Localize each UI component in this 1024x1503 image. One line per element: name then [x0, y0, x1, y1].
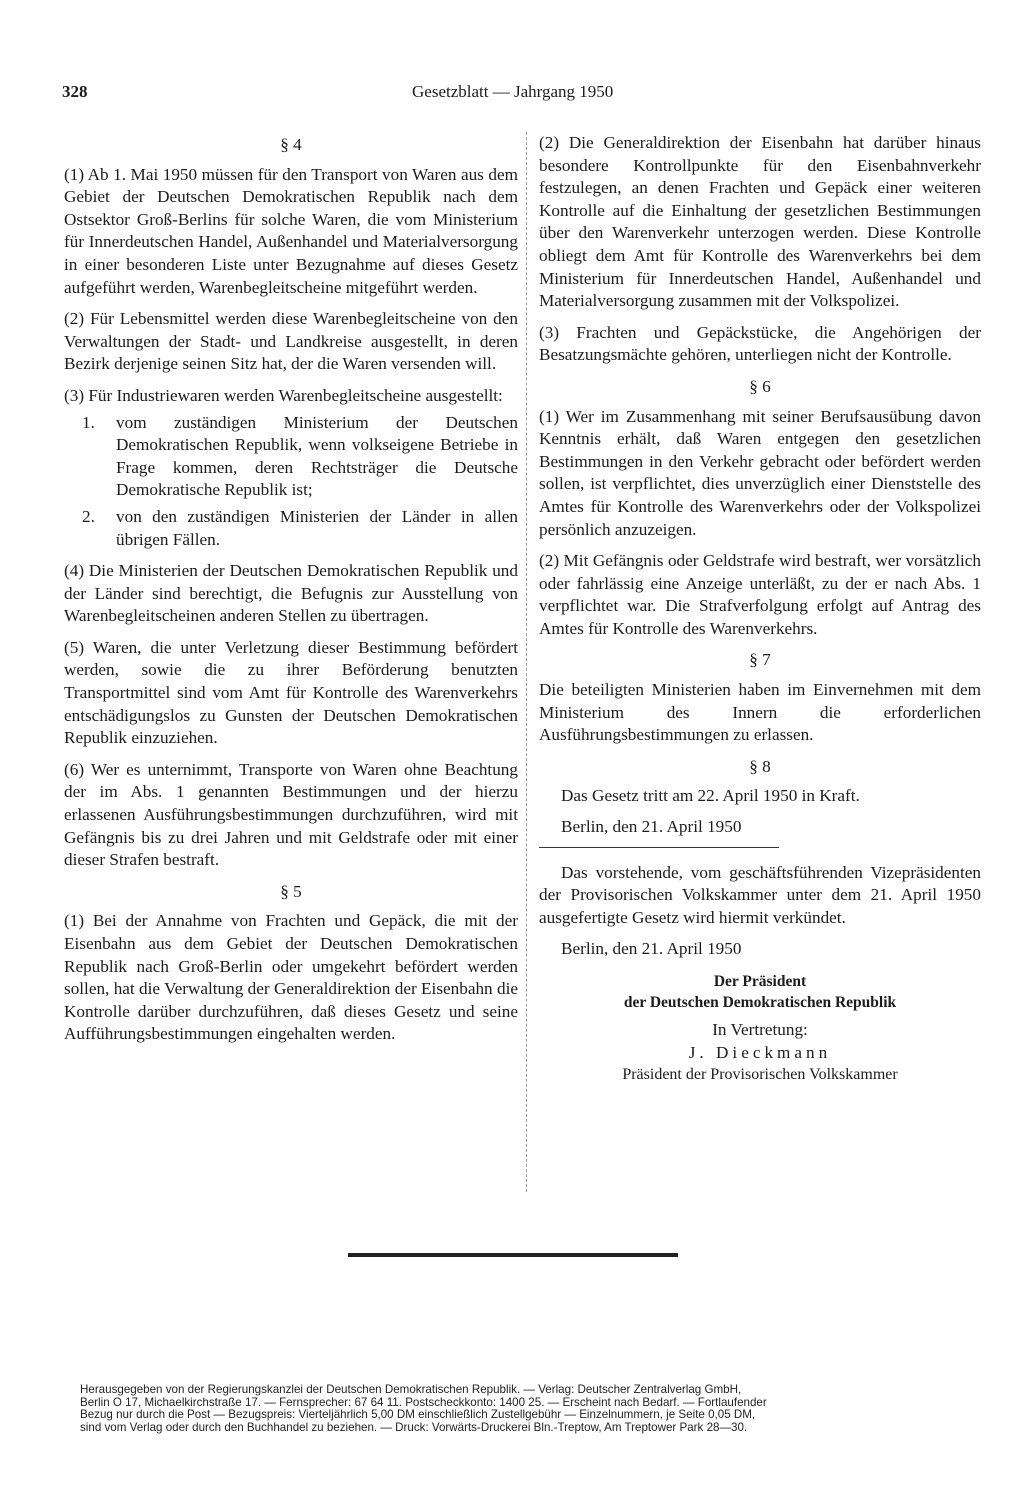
section-7-paragraph-1: Die beteiligten Ministerien haben im Einvernehmen mit dem Ministerium des Innern die erforderlichen Ausführungsbestimmungen zu erlassen.	[539, 680, 981, 745]
promulgation-text: Das vorstehende, vom geschäftsführenden Vizepräsidenten der Provisorischen Volkskammer unter dem 21. April 1950 ausgefertigte Gesetz wird hiermit verkündet.	[539, 862, 981, 927]
imprint-line: Berlin O 17, Michaelkirchstraße 17. — Fernsprecher: 67 64 11. Postscheckkonto: 1400 25. — Erscheint nach Bedarf. — Fortlaufender	[80, 1395, 767, 1409]
separator-rule	[539, 847, 779, 848]
list-item-text: von den zuständigen Ministerien der Länder in allen übrigen Fällen.	[116, 506, 518, 549]
section-6-paragraph-2: (2) Mit Gefängnis oder Geldstrafe wird bestraft, wer vorsätzlich oder fahrlässig eine Anzeige unterläßt, zu der er nach Abs. 1 verpflichtet war. Die Strafverfolgung erfolgt auf Antrag des Amtes für Kontrolle des Warenverkehrs.	[539, 551, 981, 638]
signature-deputy: In Vertretung:	[712, 1020, 808, 1039]
list-item-number: 2.	[82, 506, 95, 526]
signature-title: Der Präsident	[713, 973, 807, 990]
section-4-paragraph-2: (2) Für Lebensmittel werden diese Warenbegleitscheine von den Verwaltungen der Stadt- und Landkreise ausgestellt, in deren Bezirk derjenige seinen Sitz hat, der die Waren versenden will.	[64, 309, 518, 374]
section-4-paragraph-3: (3) Für Industriewaren werden Warenbegleitscheine ausgestellt:	[64, 385, 503, 405]
section-6-heading: § 6	[749, 376, 771, 396]
section-6-paragraph-1: (1) Wer im Zusammenhang mit seiner Berufsausübung davon Kenntnis erhält, daß Waren entgegen den gesetzlichen Bestimmungen in den Verkehr gebracht oder befördert werden sollen, ist verpflichtet, dies unverzüglich einer Dienststelle des Amtes für Kontrolle des Warenverkehrs oder der Volkspolizei persönlich anzuzeigen.	[539, 406, 981, 539]
section-5-heading: § 5	[280, 881, 302, 901]
list-item	[64, 506, 518, 551]
section-4-paragraph-6: (6) Wer es unternimmt, Transporte von Waren ohne Beachtung der im Abs. 1 genannten Bestimmungen und der hierzu erlassenen Ausführungsbestimmungen durchzuführen, wird mit Gefängnis bis zu drei Jahren und mit Geldstrafe oder mit einer dieser Strafen bestraft.	[64, 759, 518, 870]
signature-role: Präsident der Provisorischen Volkskammer	[622, 1066, 898, 1084]
imprint-line: sind vom Verlag oder durch den Buchhandel zu beziehen. — Druck: Vorwärts-Druckerei Bln.-Treptow, Am Treptower Park 28—30.	[80, 1420, 748, 1434]
page-number: 328	[62, 82, 88, 101]
list-item	[64, 412, 518, 502]
imprint-line: Herausgegeben von der Regierungskanzlei der Deutschen Demokratischen Republik. — Verlag: Deutscher Zentralverlag GmbH,	[80, 1383, 742, 1396]
imprint	[80, 1384, 984, 1434]
place-date: Berlin, den 21. April 1950	[561, 939, 742, 959]
running-title: Gesetzblatt — Jahrgang 1950	[412, 82, 614, 101]
list-item-number: 1.	[82, 412, 95, 432]
place-date: Berlin, den 21. April 1950	[561, 817, 742, 837]
right-column	[539, 132, 981, 1087]
column-divider	[526, 132, 528, 1192]
section-4-paragraph-4: (4) Die Ministerien der Deutschen Demokratischen Republik und der Länder sind berechtigt, die Befugnis zur Ausstellung von Warenbegleitscheinen anderen Stellen zu übertragen.	[64, 561, 518, 626]
list-item-text: vom zuständigen Ministerium der Deutschen Demokratischen Republik, wenn volkseigene Betriebe in Frage kommen, deren Rechtsträger die Deutsche Demokratische Republik ist;	[116, 412, 518, 500]
section-8-paragraph-1: Das Gesetz tritt am 22. April 1950 in Kraft.	[561, 786, 860, 806]
signature-title-line-2: der Deutschen Demokratischen Republik	[623, 994, 897, 1011]
section-5-paragraph-1: (1) Bei der Annahme von Frachten und Gepäck, die mit der Eisenbahn aus dem Gebiet der Deutschen Demokratischen Republik nach Groß-Berlin oder umgekehrt befördert werden sollen, hat die Verwaltung der Generaldirektion der Eisenbahn die Kontrolle darüber durchzuführen, daß dieses Gesetz und seine Aufführungsbestimmungen eingehalten werden.	[64, 911, 518, 1044]
section-4-heading: § 4	[280, 135, 302, 154]
imprint-line: Bezug nur durch die Post — Bezugspreis: Vierteljährlich 5,00 DM einschließlich Zustellgebühr — Einzelnummern, je Seite 0,05 DM,	[80, 1408, 756, 1422]
left-column	[64, 132, 518, 1055]
section-8-heading: § 8	[749, 756, 771, 776]
closing-rule	[348, 1253, 678, 1257]
section-4-paragraph-5: (5) Waren, die unter Verletzung dieser Bestimmung befördert werden, sowie die zu ihrer Beförderung benutzten Transportmittel sind vom Amt für Kontrolle des Warenverkehrs entschädigungslos zu Gunsten der Deutschen Demokratischen Republik einzuziehen.	[64, 637, 518, 748]
section-5-paragraph-2: (2) Die Generaldirektion der Eisenbahn hat darüber hinaus besondere Kontrollpunkte für den Eisenbahnverkehr festzulegen, an denen Frachten und Gepäck einer weiteren Kontrolle auf die Einhaltung der gesetzlichen Bestimmungen über den Warenverkehr unterzogen werden. Diese Kontrolle obliegt dem Amt für Kontrolle des Warenverkehrs bei dem Ministerium für Innerdeutschen Handel, Außenhandel und Materialversorgung zusammen mit der Volkspolizei.	[539, 133, 981, 311]
signature-name: J. Dieckmann	[688, 1042, 832, 1062]
section-5-paragraph-3: (3) Frachten und Gepäckstücke, die Angehörigen der Besatzungsmächte gehören, unterliegen nicht der Kontrolle.	[539, 322, 981, 365]
page-header	[62, 80, 962, 104]
section-7-heading: § 7	[749, 650, 771, 670]
section-4-paragraph-1: (1) Ab 1. Mai 1950 müssen für den Transport von Waren aus dem Gebiet der Deutschen Demokratischen Republik nach dem Ostsektor Groß-Berlins für solche Waren, die vom Ministerium für Innerdeutschen Handel, Außenhandel und Materialversorgung in einer besonderen Liste unter Bezugnahme auf dieses Gesetz aufgeführt werden, Warenbegleitscheine mitgeführt werden.	[64, 164, 518, 297]
